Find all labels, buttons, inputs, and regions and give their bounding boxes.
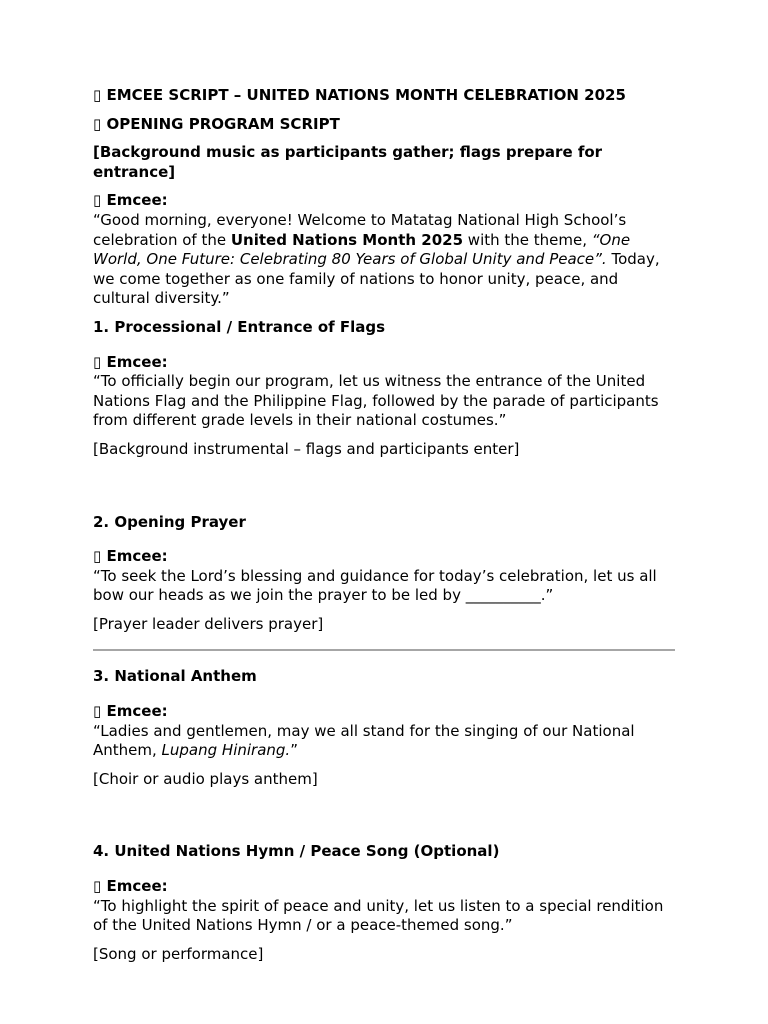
- document-subtitle: [93, 115, 675, 135]
- spacer: [93, 475, 675, 504]
- processional-direction: [Background instrumental – flags and participants enter]: [93, 439, 520, 458]
- title-text: EMCEE SCRIPT – UNITED NATIONS MONTH CELEBRATION 2025: [106, 86, 626, 104]
- section-heading-processional: 1. Processional / Entrance of Flags: [93, 317, 386, 336]
- title-icon: ▯: [93, 86, 102, 104]
- prayer-quote: “To seek the Lord’s blessing and guidance for today’s celebration, let us all bow our heads as we join the prayer to be led by __________.”: [93, 566, 657, 605]
- prayer-direction: [Prayer leader delivers prayer]: [93, 614, 324, 633]
- emcee-label: ▯ Emcee:: [93, 352, 168, 371]
- spacer: [93, 804, 675, 833]
- emcee-icon: ▯: [93, 191, 102, 210]
- section-heading-hymn: 4. United Nations Hymn / Peace Song (Optional): [93, 842, 500, 861]
- emcee-label: ▯ Emcee:: [93, 702, 168, 721]
- document-title: [93, 86, 675, 106]
- anthem-emcee-block: [93, 702, 675, 761]
- event-name: United Nations Month 2025: [230, 230, 464, 249]
- emcee-icon: ▯: [93, 547, 102, 566]
- intro-direction: [Background music as participants gather; flags prepare for entrance]: [93, 143, 603, 181]
- processional-quote: “To officially begin our program, let us witness the entrance of the United Nations Flag and the Philippine Flag, followed by the parade of participants from different grade levels in their national costumes.”: [93, 372, 659, 430]
- anthem-title: Lupang Hinirang.: [161, 741, 291, 760]
- hymn-direction: [Song or performance]: [93, 944, 264, 963]
- anthem-quote: “Ladies and gentlemen, may we all stand for the singing of our National Anthem, Lupang Hinirang.”: [93, 721, 635, 760]
- subtitle-text: OPENING PROGRAM SCRIPT: [106, 114, 340, 133]
- emcee-icon: ▯: [93, 352, 102, 371]
- hymn-emcee-block: [93, 877, 675, 936]
- subtitle-icon: ▯: [93, 114, 102, 133]
- section-heading-anthem: 3. National Anthem: [93, 667, 257, 686]
- emcee-label: ▯ Emcee:: [93, 191, 168, 210]
- welcome-emcee-block: [93, 191, 675, 309]
- emcee-label: ▯ Emcee:: [93, 877, 168, 896]
- processional-emcee-block: [93, 353, 675, 431]
- welcome-quote: “Good morning, everyone! Welcome to Matatag National High School’s celebration of the United Nations Month 2025 with the theme, “One World, One Future: Celebrating 80 Years of Global Unity and Peace”. Today, we come together as one family of nations to honor unity, peace, and cultural diversity.”: [93, 210, 660, 308]
- anthem-direction: [Choir or audio plays anthem]: [93, 769, 318, 788]
- theme-text: “One World, One Future: Celebrating 80 Years of Global Unity and Peace”.: [93, 230, 631, 269]
- section-heading-prayer: 2. Opening Prayer: [93, 512, 246, 531]
- emcee-label: ▯ Emcee:: [93, 547, 168, 566]
- prayer-emcee-block: [93, 547, 675, 606]
- hymn-quote: “To highlight the spirit of peace and unity, let us listen to a special rendition of the United Nations Hymn / or a peace-themed song.”: [93, 896, 664, 935]
- emcee-icon: ▯: [93, 702, 102, 721]
- emcee-icon: ▯: [93, 877, 102, 896]
- horizontal-divider: [93, 649, 675, 651]
